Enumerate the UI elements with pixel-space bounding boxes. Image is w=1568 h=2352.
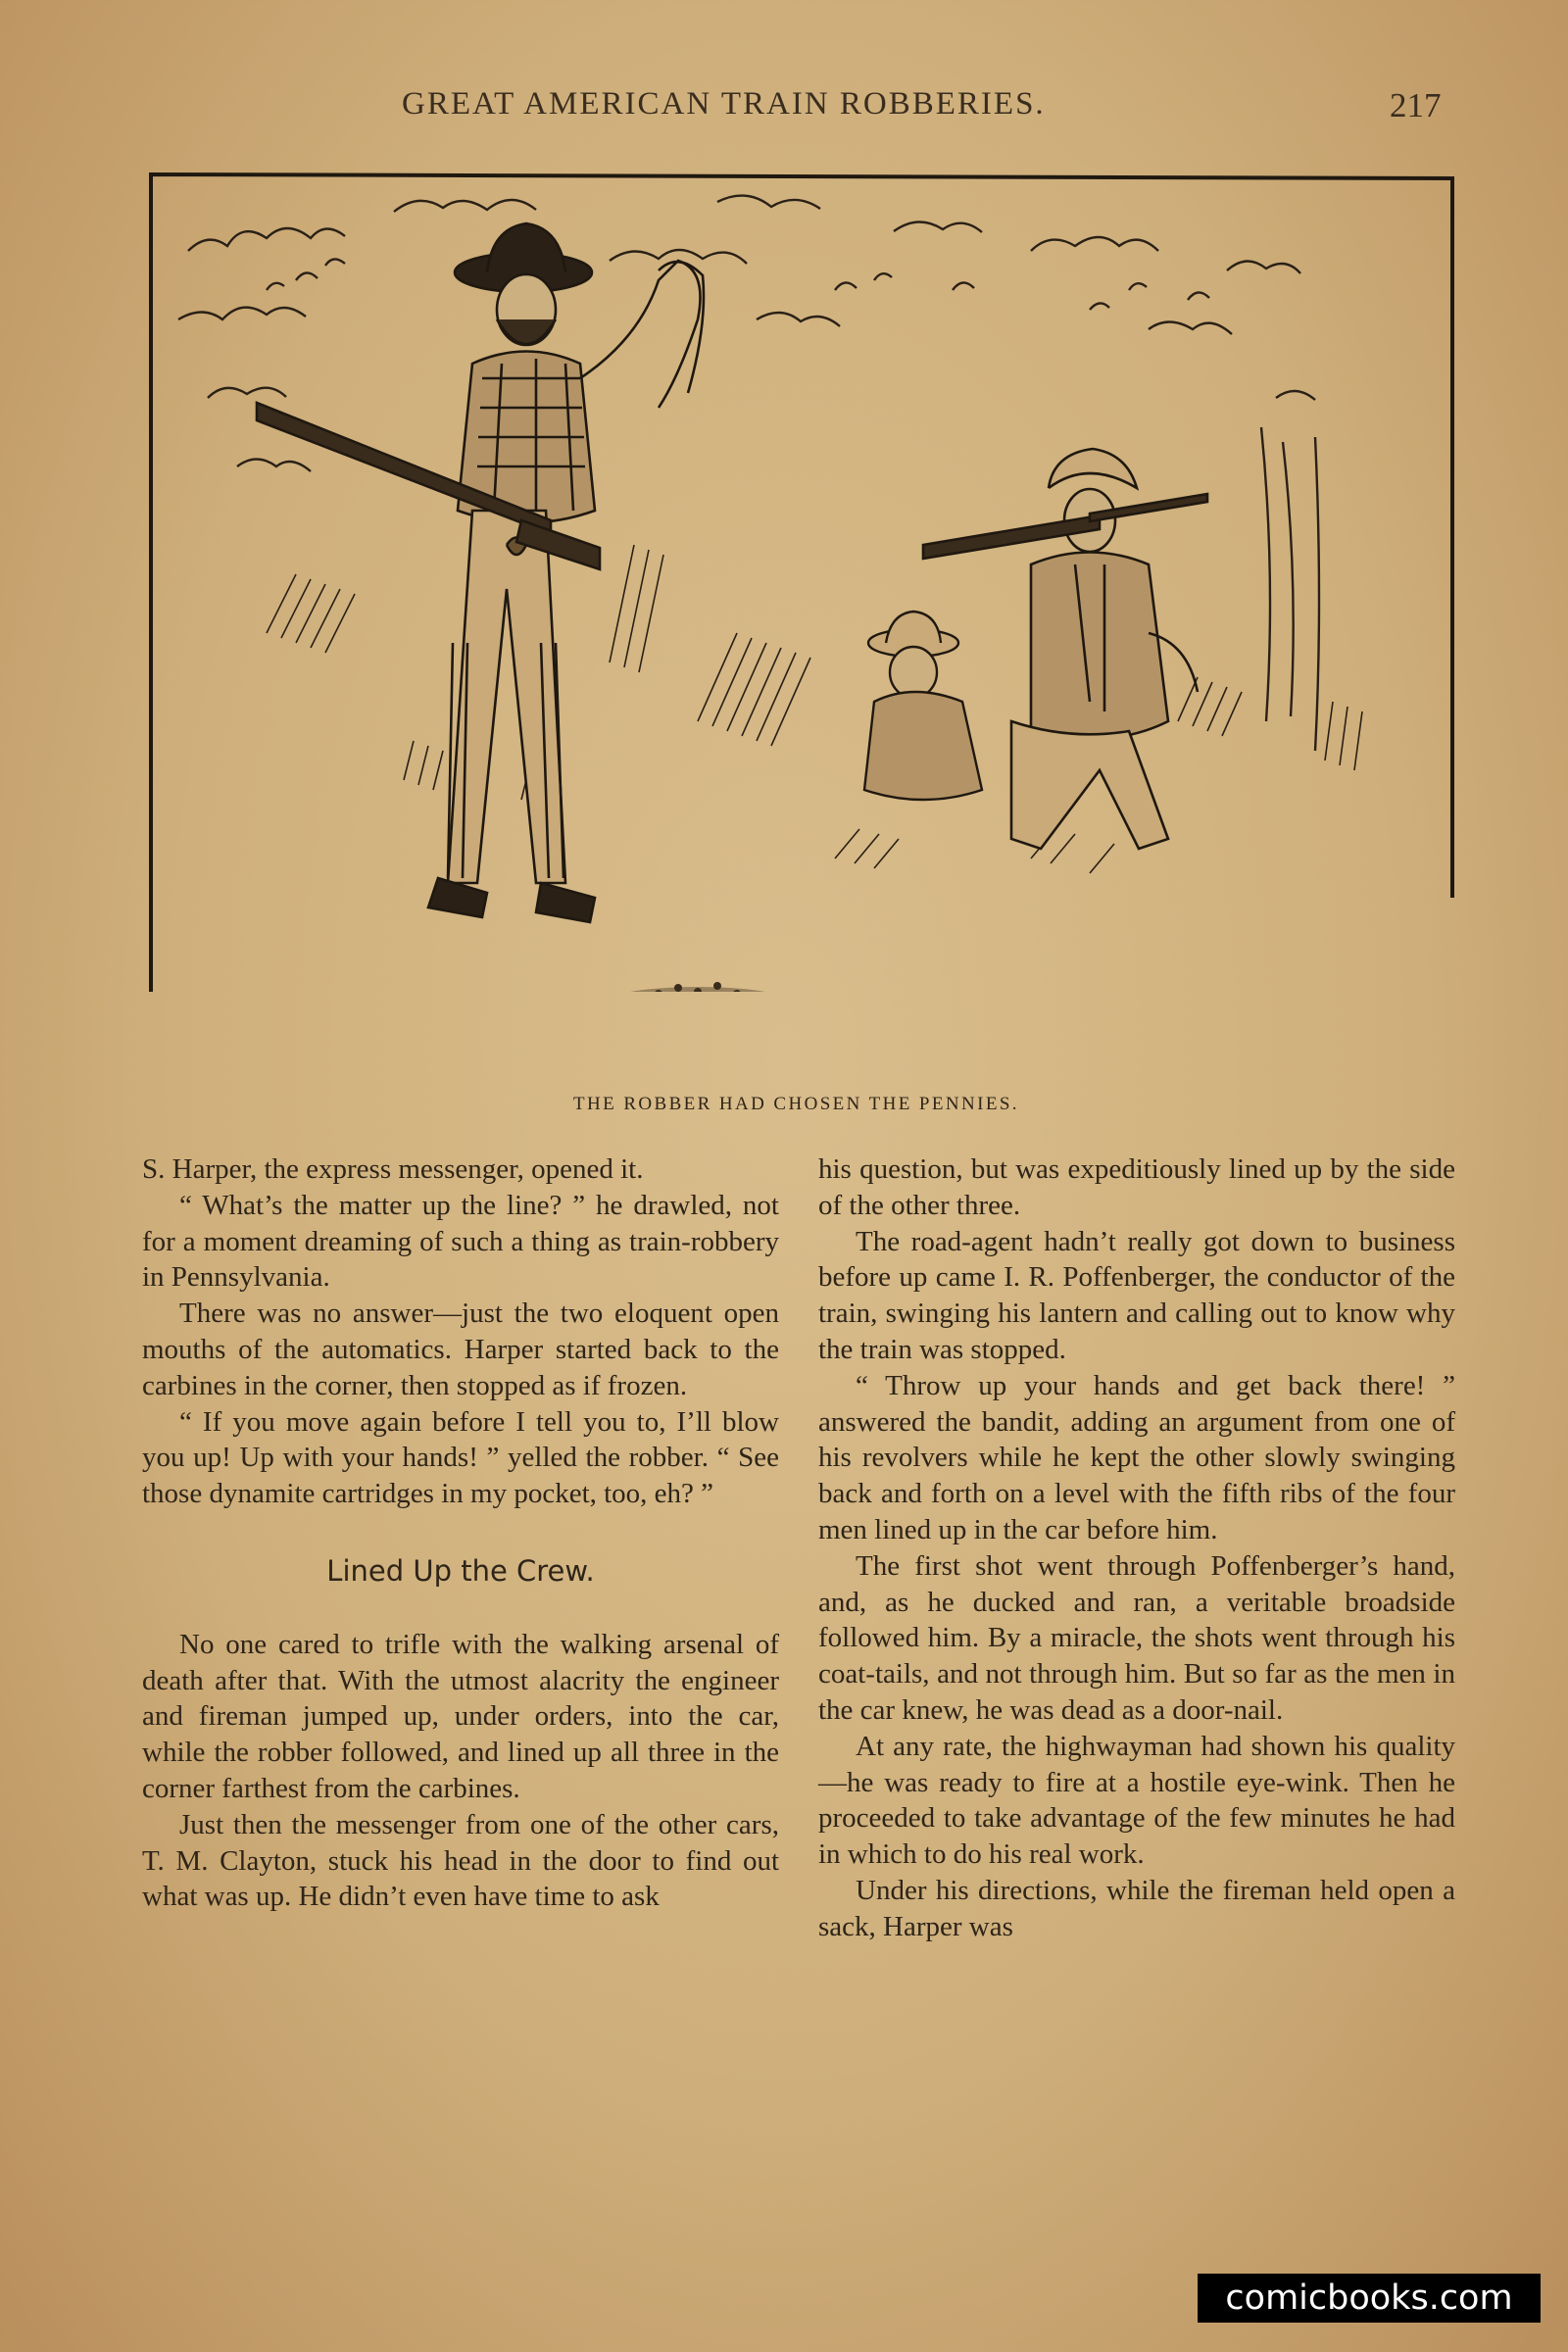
paragraph: “ If you move again before I tell you to, I’ll blow you up! Up with your hands! ” yelled the robber. “ See those dynamite cartridges in my pocket, too, eh? ” — [142, 1405, 779, 1510]
paragraph: Under his directions, while the fireman held open a sack, Harper was — [818, 1874, 1455, 1942]
tree-trunks — [1261, 427, 1319, 751]
site-watermark: comicbooks.com — [1198, 2274, 1541, 2323]
second-rifle — [923, 494, 1207, 559]
paragraph: “ What’s the matter up the line? ” he drawled, not for a moment dreaming of such a thing as train-robbery in Pennsylvania. — [142, 1189, 779, 1294]
paragraph: “ Throw up your hands and get back there! ” answered the bandit, adding an argument from one of his revolvers while he kept the other slowly swinging back and forth on a level with the fifth ribs of the four men lined up in the car before him. — [818, 1369, 1455, 1545]
illustration-caption: THE ROBBER HAD CHOSEN THE PENNIES. — [573, 1094, 1019, 1114]
pennies-pile — [610, 982, 786, 992]
crouching-man-figure — [864, 612, 982, 800]
left-text-column — [142, 1152, 779, 1915]
right-text-column — [818, 1152, 1455, 1945]
running-head: GREAT AMERICAN TRAIN ROBBERIES. — [402, 86, 1046, 122]
page-number: 217 — [1390, 86, 1442, 124]
paragraph: S. Harper, the express messenger, opened it. — [142, 1153, 644, 1185]
paragraph: At any rate, the highwayman had shown his quality—he was ready to fire at a hostile eye-wink. Then he proceeded to take advantage of the few minutes he had in which to do his real work. — [818, 1730, 1455, 1871]
paragraph: Just then the messenger from one of the other cars, T. M. Clayton, stuck his head in the door to find out what was up. He didn’t even have time to ask — [142, 1808, 779, 1913]
foliage — [178, 196, 1315, 471]
paragraph: his question, but was expeditiously lined up by the side of the other three. — [818, 1153, 1455, 1221]
undergrowth-hatching — [267, 545, 1362, 873]
section-subheading: Lined Up the Crew. — [326, 1553, 595, 1588]
illustration-frame — [151, 174, 1452, 992]
engraving-illustration — [149, 172, 1454, 992]
standing-robber-figure — [428, 223, 704, 922]
paragraph: The first shot went through Poffenberger’s hand, and, as he ducked and ran, a veritable broadside followed him. By a miracle, the shots went through his coat-tails, and not through him. But so far as the men in the car knew, he was dead as a door-nail. — [818, 1549, 1455, 1726]
paragraph: There was no answer—just the two eloquent open mouths of the automatics. Harper started back to the carbines in the corner, then stopped as if frozen. — [142, 1298, 779, 1401]
paragraph: No one cared to trifle with the walking arsenal of death after that. With the utmost alacrity the engineer and fireman jumped up, under orders, into the car, while the robber followed, and lined up all three in the corner farthest from the carbines. — [142, 1628, 779, 1804]
paragraph: The road-agent hadn’t really got down to business before up came I. R. Poffenberger, the conductor of the train, swinging his lantern and calling out to know why the train was stopped. — [818, 1225, 1455, 1365]
